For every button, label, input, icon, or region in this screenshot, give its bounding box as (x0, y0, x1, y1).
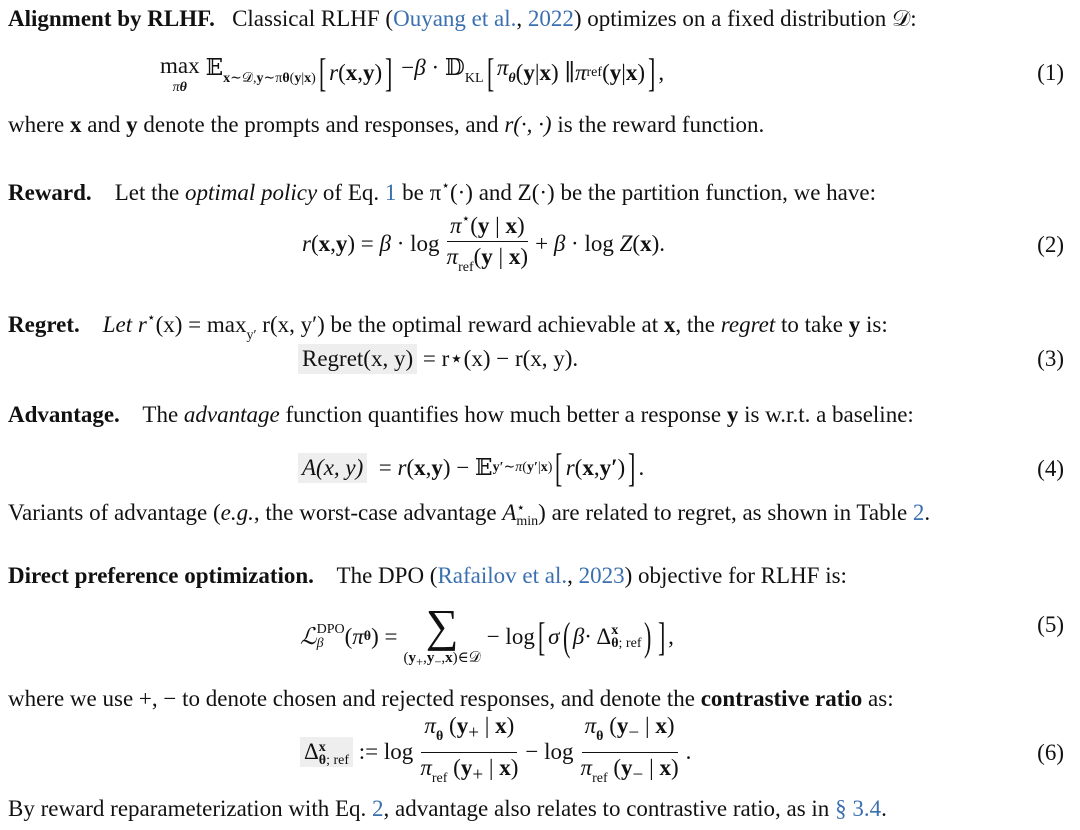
dpo-intro: Direct preference optimization. The DPO (Rafailov et al., 2023) objective for RLHF is: (8, 563, 847, 588)
equation-4: A(x, y) = r ( x , y ) − 𝔼 y′∼π(y′|x) [ r ( x , y′ ) ] . (4) (0, 446, 1080, 490)
summation: ∑ $(y_+,y_-,x)\in 𝒟$ (403, 600, 481, 669)
regret-intro: Regret. Let $r^⋆(x) = \max_{y'} r(x$, y′) be the optimal reward achievable at x, the regret to take y is: (8, 311, 888, 343)
fraction: $\frac{\pi^⋆(y | x)}{\pi_{ref}(y | x)}$ (444, 207, 532, 281)
advantage-intro: Advantage. The advantage function quantifies how much better a response y is w.r.t. a baseline: (8, 402, 914, 427)
dpo-where: where we use +, − to denote chosen and rejected responses, and denote the contrastive ratio as: (8, 686, 894, 711)
section-ref-3-4[interactable]: § 3.4 (835, 796, 882, 821)
equation-3-number: (3) (1037, 346, 1064, 371)
equation-6-number: (6) (1037, 740, 1064, 765)
rlhf-intro: Alignment by RLHF. Classical RLHF (Ouyang et al., 2022) optimizes on a fixed distribution 𝒟: (8, 6, 917, 31)
citation-rafailov-year[interactable]: 2023 (578, 563, 625, 588)
citation-ouyang-author[interactable]: Ouyang et al. (393, 6, 517, 31)
eq-ref-1[interactable]: 1 (384, 180, 397, 205)
max-operator: max πθ (160, 53, 200, 95)
equation-2-number: (2) (1037, 232, 1064, 257)
equation-5: ℒ DPO β ( π θ ) = ∑ $(y_+,y_-,x)\in 𝒟$ − log [ σ ( β · Δ x θ; ref ) ] , (5) (300, 600, 1064, 669)
equation-4-number: (4) (1037, 456, 1064, 481)
rlhf-where: where x and y denote the prompts and responses, and r(·, ·) is the reward function. (8, 112, 765, 137)
rlhf-heading: Alignment by RLHF. (8, 6, 215, 31)
reward-heading: Reward. (8, 180, 92, 205)
fraction-chosen: $\frac{\pi_\theta (y_+ | x)}{\pi_{ref} (y_+ | x)}$ (420, 712, 519, 786)
fraction-rejected: $\frac{\pi_\theta (y_- | x)}{\pi_{ref} (y_- | x)}$ (580, 712, 679, 786)
advantage-variants: Variants of advantage (e.g., the worst-case advantage A ⋆ min ) are related to regret, as shown in Table 2. (8, 500, 931, 529)
equation-5-number: (5) (1037, 612, 1064, 637)
highlighted-advantage-term: A(x, y) (298, 453, 367, 483)
equation-6: Δ x θ; ref := log $\frac{\pi_\theta (y_+ | x)}{\pi_{ref} (y_+ | x)}$ − log $\frac{\pi_\theta (y_- | x)}{\pi_{ref} (y_- | x)}$ . (6) (0, 720, 1080, 784)
reward-intro: Reward. Let the optimal policy of Eq. 1 be π⋆(·) and Z(·) be the partition function, we have: (8, 179, 876, 205)
table-ref-2[interactable]: 2 (912, 500, 925, 525)
final-sentence: By reward reparameterization with Eq. 2, advantage also relates to contrastive ratio, as in § 3.4. (8, 796, 887, 821)
citation-rafailov-author[interactable]: Rafailov et al. (437, 563, 568, 588)
eq-ref-2[interactable]: 2 (372, 796, 384, 821)
dpo-heading: Direct preference optimization. (8, 563, 314, 588)
citation-ouyang-year[interactable]: 2022 (527, 6, 574, 31)
equation-1-number: (1) (1037, 60, 1064, 85)
regret-heading: Regret. (8, 312, 80, 337)
equation-1: max πθ 𝔼$_{x\sim 𝒟,y\sim\pi\theta(y|x)}$ [ r ( x , y ) ] −β · 𝔻$_{KL}$ [ $\pi_\theta$ ( y | x ) ∥ π ref ( y | x ) ] , (1) (160, 50, 1064, 95)
equation-2: r ( x , y ) = β · log $\frac{\pi^⋆(y | x)}{\pi_{ref}(y | x)}$ + β · log Z ( x ). (2) (0, 212, 1080, 276)
advantage-heading: Advantage. (8, 402, 120, 427)
highlighted-regret-term: Regret(x, y) (298, 344, 417, 374)
